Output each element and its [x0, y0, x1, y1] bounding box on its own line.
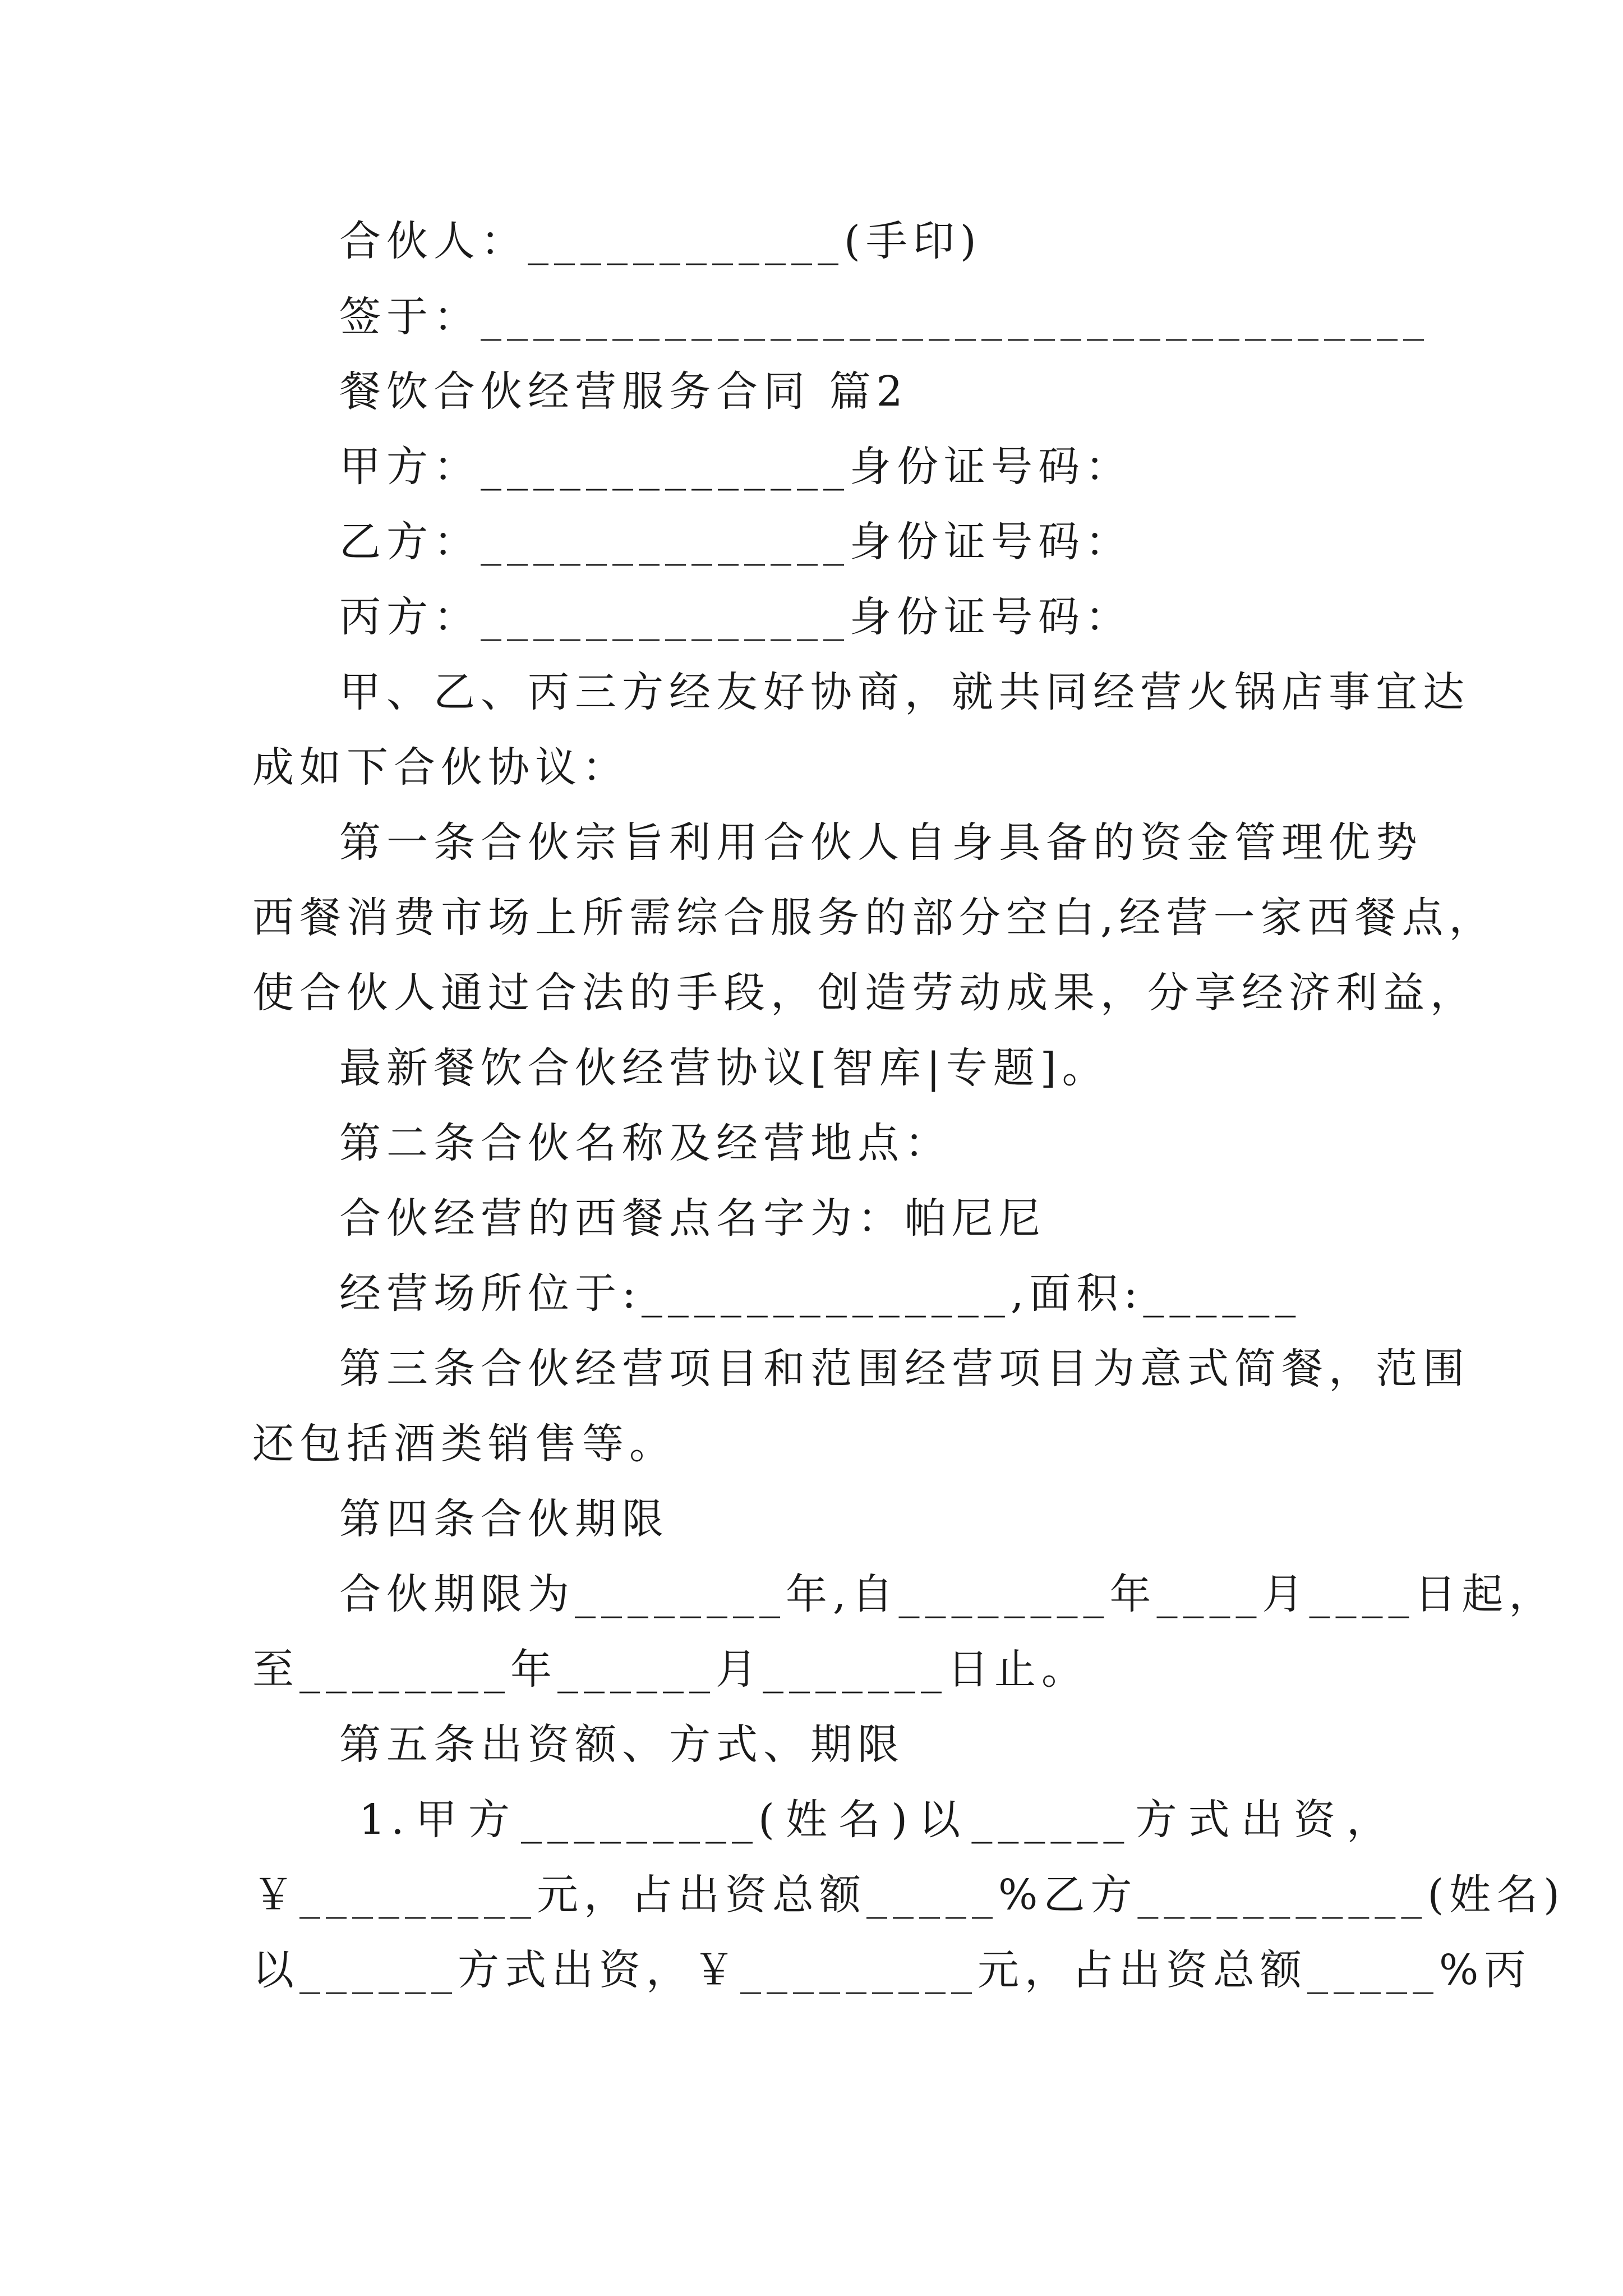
article-5-heading: 第五条出资额、方式、期限 — [339, 1720, 905, 1769]
contribution-line: 以______方式出资，￥_________元，占出资总额_____%丙 — [252, 1946, 1532, 1994]
paragraph-line: 甲、乙、丙三方经友好协商，就共同经营火锅店事宜达 — [339, 668, 1470, 716]
location-area-line: 经营场所位于:______________,面积:______ — [339, 1269, 1302, 1318]
term-end-line: 至________年______月_______日止。 — [252, 1645, 1089, 1694]
section-title: 餐饮合伙经营服务合同 篇2 — [339, 367, 909, 416]
paragraph-line: 合伙经营的西餐点名字为：帕尼尼 — [339, 1194, 1046, 1243]
party-c-line: 丙方：______________身份证号码： — [339, 593, 1132, 641]
article-4-heading: 第四条合伙期限 — [339, 1495, 669, 1543]
party-b-line: 乙方：______________身份证号码： — [339, 518, 1132, 566]
paragraph-line: 西餐消费市场上所需综合服务的部分空白,经营一家西餐点， — [252, 894, 1496, 942]
contribution-line: ￥_________元，占出资总额_____%乙方___________(姓名) — [252, 1871, 1566, 1919]
signed-at-line: 签于：____________________________________ — [339, 293, 1430, 341]
partner-signature-line: 合伙人：____________(手印) — [339, 217, 982, 265]
paragraph-line: 成如下合伙协议： — [252, 743, 629, 792]
paragraph-line: 最新餐饮合伙经营协议[智库|专题]。 — [339, 1044, 1109, 1092]
article-3-line: 第三条合伙经营项目和范围经营项目为意式简餐，范围 — [339, 1345, 1470, 1393]
article-2-heading: 第二条合伙名称及经营地点： — [339, 1119, 952, 1167]
party-a-line: 甲方：______________身份证号码： — [339, 443, 1132, 491]
paragraph-line: 还包括酒类销售等。 — [252, 1420, 676, 1468]
contribution-line: 1.甲方_________(姓名)以______方式出资， — [359, 1796, 1394, 1844]
term-line: 合伙期限为________年,自________年____月____日起， — [339, 1570, 1556, 1618]
paragraph-line: 使合伙人通过合法的手段，创造劳动成果，分享经济利益， — [252, 969, 1477, 1017]
article-1-line: 第一条合伙宗旨利用合伙人自身具备的资金管理优势 — [339, 818, 1423, 867]
